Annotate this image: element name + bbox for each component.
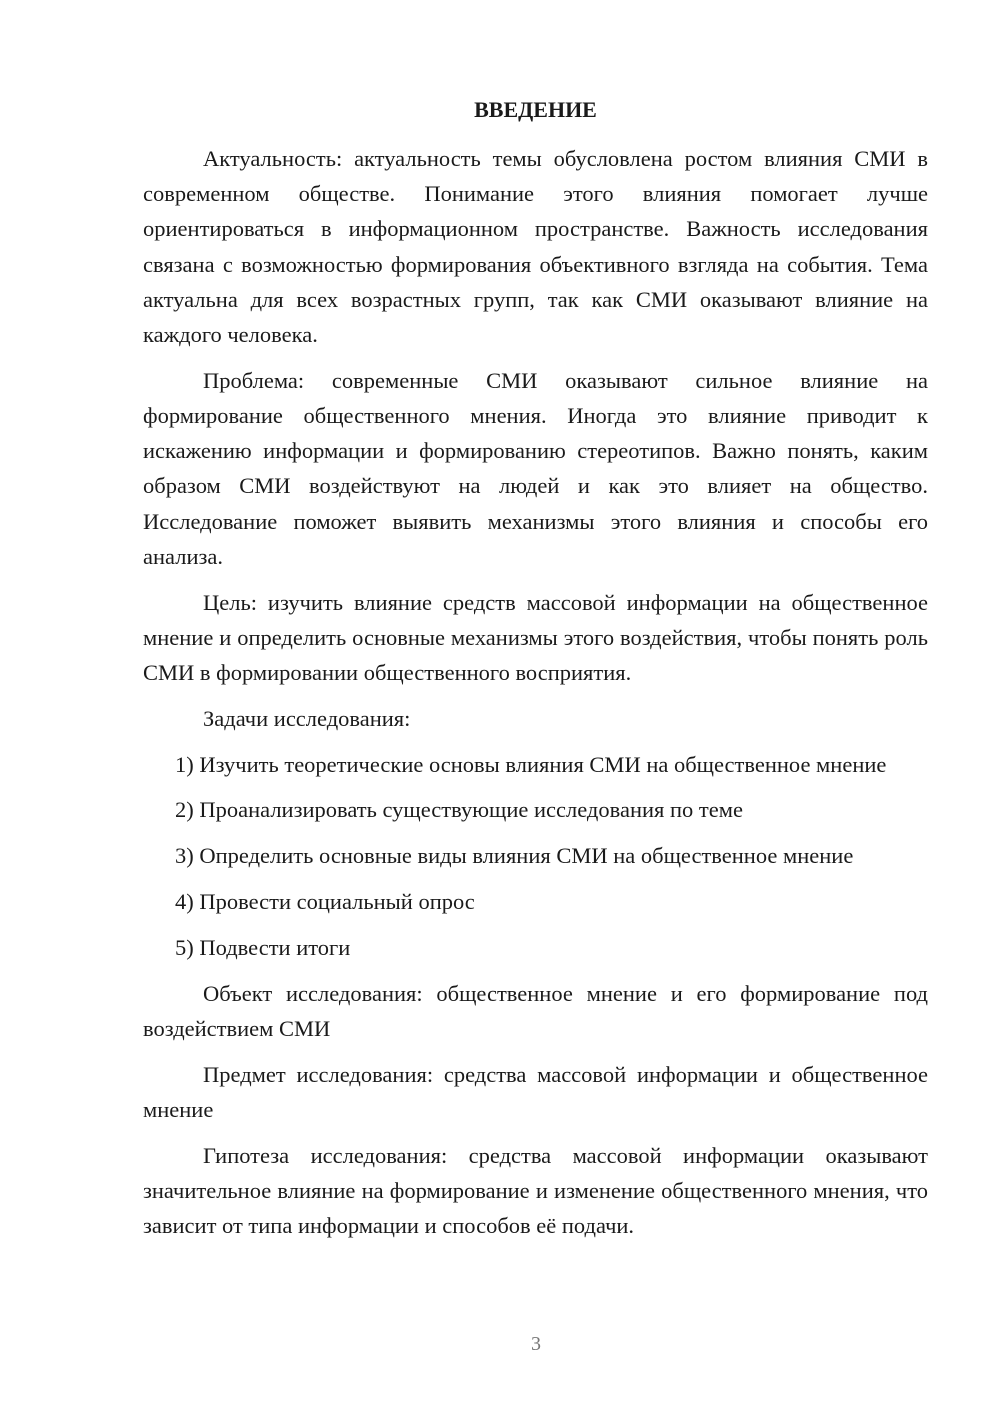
goal-paragraph: Цель: изучить влияние средств массовой информации на общественное мнение и определить основные механизмы этого воздействия, чтобы понять роль СМИ в формировании общественного восприятия.	[143, 589, 928, 686]
subject-paragraph: Предмет исследования: средства массовой информации и общественное мнение	[143, 1061, 928, 1122]
section-title: ВВЕДЕНИЕ	[474, 97, 597, 122]
problem-paragraph: Проблема: современные СМИ оказывают сильное влияние на формирование общественного мнения. Иногда это влияние приводит к искажению информации и формированию стереотипов. Важно понять, каким образом СМИ воздействуют на людей и как это влияет на общество. Исследование поможет выявить механизмы этого влияния и способы его анализа.	[143, 367, 928, 569]
task-item: 2) Проанализировать существующие исследования по теме	[175, 797, 743, 823]
relevance-paragraph: Актуальность: актуальность темы обусловлена ростом влияния СМИ в современном обществе. Понимание этого влияния помогает лучше ориентироваться в информационном пространстве. Важность исследования связана с возможностью формирования объективного взгляда на события. Тема актуальна для всех возрастных групп, так как СМИ оказывают влияние на каждого человека.	[143, 146, 928, 348]
task-item: 4) Провести социальный опрос	[175, 889, 475, 915]
document-page	[143, 92, 928, 1254]
task-item: 3) Определить основные виды влияния СМИ на общественное мнение	[175, 843, 854, 869]
tasks-heading: Задачи исследования:	[203, 705, 411, 731]
page-number: 3	[531, 1333, 541, 1355]
task-item: 1) Изучить теоретические основы влияния СМИ на общественное мнение	[175, 751, 887, 777]
object-paragraph: Объект исследования: общественное мнение и его формирование под воздействием СМИ	[143, 980, 928, 1041]
hypothesis-paragraph: Гипотеза исследования: средства массовой информации оказывают значительное влияние на формирование и изменение общественного мнения, что зависит от типа информации и способов её подачи.	[143, 1142, 928, 1239]
task-item: 5) Подвести итоги	[175, 934, 351, 960]
